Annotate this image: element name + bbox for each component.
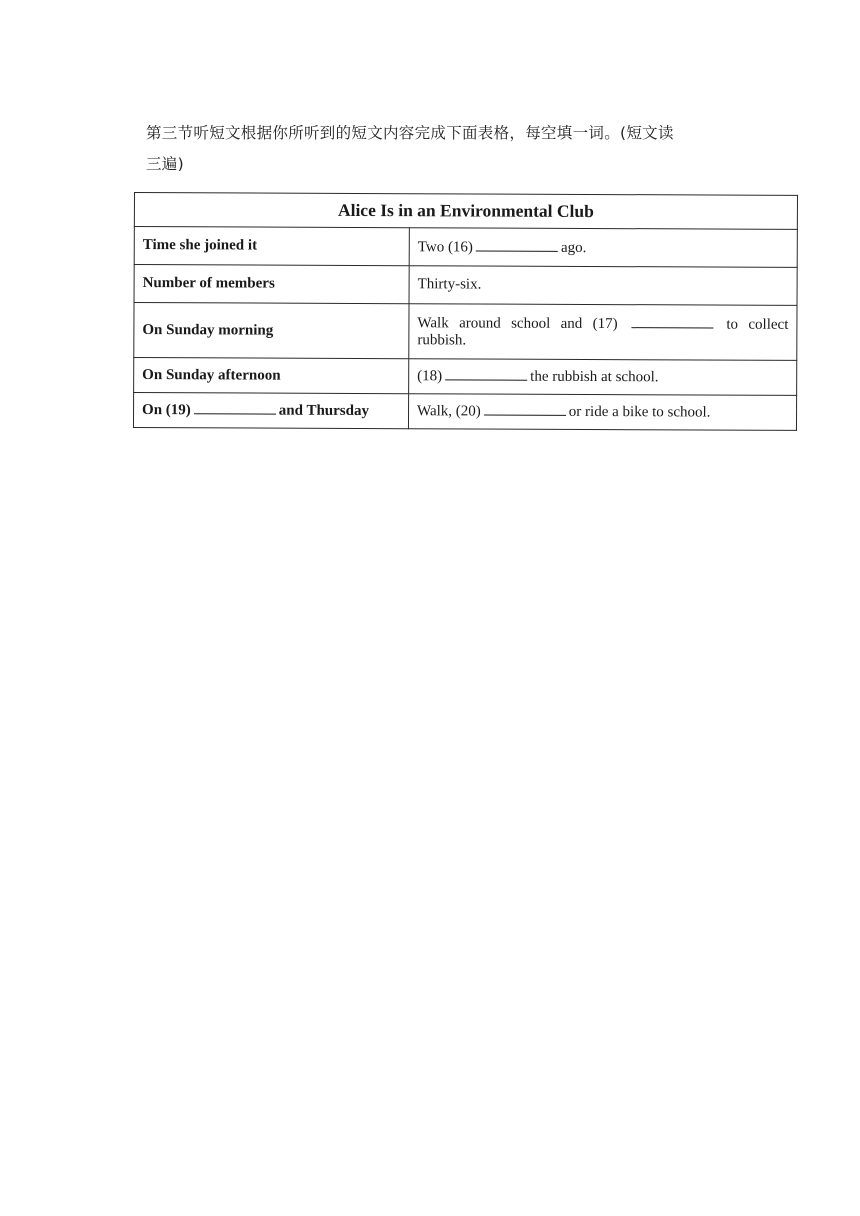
row-label: On Sunday morning xyxy=(134,303,409,359)
value-line-1 xyxy=(417,314,788,334)
value-word: school xyxy=(511,315,551,332)
value-line-2: rubbish. xyxy=(417,331,467,348)
instruction-text xyxy=(146,118,746,180)
value-word: to xyxy=(726,316,739,333)
table-row xyxy=(134,265,797,306)
answer-blank-19 xyxy=(194,401,276,414)
row-label: Number of members xyxy=(134,265,409,304)
value-text: Walk, (20) xyxy=(417,403,481,420)
value-word: collect xyxy=(748,316,789,333)
environmental-club-table xyxy=(133,192,798,431)
row-label: On Sunday afternoon xyxy=(134,358,409,394)
value-word: and xyxy=(560,315,583,332)
row-label xyxy=(133,393,408,429)
table-row xyxy=(134,227,797,268)
answer-blank-20 xyxy=(484,403,566,416)
instruction-line-1: 第三节听短文根据你所听到的短文内容完成下面表格，每空填一词。(短文读 xyxy=(146,124,674,142)
table-title-row xyxy=(134,193,797,230)
scanned-table-image xyxy=(133,192,800,439)
row-value xyxy=(409,228,797,268)
instruction-line-2: 三遍) xyxy=(146,155,184,173)
value-text: ago. xyxy=(560,239,587,256)
value-text: the rubbish at school. xyxy=(530,368,659,386)
answer-blank-17 xyxy=(631,315,713,328)
row-value xyxy=(408,394,796,431)
value-word: around xyxy=(459,314,501,332)
label-text: and Thursday xyxy=(278,402,370,420)
row-value xyxy=(409,359,797,396)
row-label: Time she joined it xyxy=(134,227,409,266)
value-text: Two (16) xyxy=(417,238,474,255)
row-value xyxy=(409,304,797,361)
answer-blank-18 xyxy=(445,367,527,380)
table-row xyxy=(133,393,796,431)
label-text: On (19) xyxy=(142,402,191,419)
table-row xyxy=(134,303,797,361)
value-text: (18) xyxy=(417,368,443,385)
table-title: Alice Is in an Environmental Club xyxy=(134,193,797,230)
value-text: or ride a bike to school. xyxy=(568,403,711,421)
value-word: (17) xyxy=(592,315,618,332)
table-row xyxy=(134,358,797,396)
value-word: Walk xyxy=(417,314,449,331)
answer-blank-16 xyxy=(476,238,558,251)
row-value: Thirty-six. xyxy=(409,266,797,306)
